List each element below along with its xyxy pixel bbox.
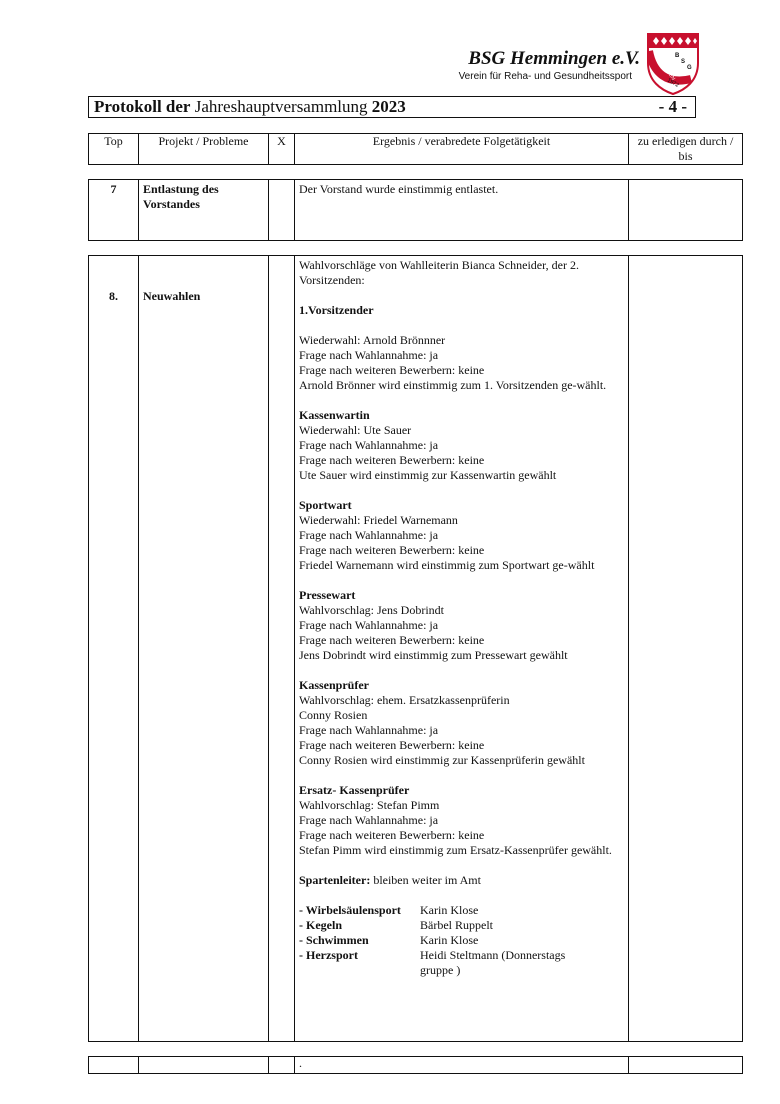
election-line: Wiederwahl: Ute Sauer (299, 423, 412, 437)
election-line: Frage nach Wahlannahme: ja (299, 348, 439, 362)
document-title-bar (88, 96, 696, 118)
col-result: Ergebnis / verabredete Folgetätigkeit (295, 134, 629, 165)
election-line: Stefan Pimm wird einstimmig zum Ersatz-Kassenprüfer gewählt. (299, 843, 612, 857)
election-line: Frage nach Wahlannahme: ja (299, 438, 439, 452)
svg-text:S: S (681, 59, 686, 65)
sparte-row: - Wirbelsäulensport Karin Klose (299, 903, 479, 917)
election-line: Frage nach weiteren Bewerbern: keine (299, 363, 485, 377)
item-7-topic: Entlastung des Vorstandes (139, 180, 269, 241)
document-title: Protokoll der Jahreshauptversammlung 2023 (94, 97, 406, 116)
election-line: Wahlvorschlag: Jens Dobrindt (299, 603, 445, 617)
election-line: Frage nach Wahlannahme: ja (299, 618, 439, 632)
section-title: Kassenwartin (299, 408, 370, 422)
club-logo (647, 33, 699, 95)
page-number: - 4 - (658, 97, 687, 116)
election-intro: Wahlvorschläge von Wahlleiterin Bianca Schneider, der 2. Vorsitzenden: (299, 258, 579, 287)
election-line: Frage nach weiteren Bewerbern: keine (299, 633, 485, 647)
election-line: Friedel Warnemann wird einstimmig zum Sportwart ge-wählt (299, 558, 595, 572)
election-line: Frage nach Wahlannahme: ja (299, 528, 439, 542)
election-line: Wahlvorschlag: ehem. Ersatzkassenprüferin (299, 693, 510, 707)
footer-row-result: . (295, 1057, 629, 1074)
empty-row-table (88, 1056, 743, 1074)
col-due: zu erledigen durch / bis (629, 134, 743, 165)
election-line: Arnold Brönner wird einstimmig zum 1. Vorsitzenden ge-wählt. (299, 378, 607, 392)
org-name: BSG Hemmingen e.V. (468, 48, 640, 69)
election-line: Frage nach weiteren Bewerbern: keine (299, 453, 485, 467)
election-line: Frage nach weiteren Bewerbern: keine (299, 828, 485, 842)
item-7-number: 7 (89, 180, 139, 241)
item-8-result (295, 256, 629, 1042)
item-7-table (88, 179, 743, 241)
section-title: 1.Vorsitzender (299, 303, 374, 317)
svg-text:HEMMINGEN: HEMMINGEN (653, 52, 677, 82)
sparte-row: - Kegeln Bärbel Ruppelt (299, 918, 493, 932)
election-line: Frage nach weiteren Bewerbern: keine (299, 738, 485, 752)
election-line: Ute Sauer wird einstimmig zur Kassenwartin gewählt (299, 468, 557, 482)
sparte-row: - Schwimmen Karin Klose (299, 933, 479, 947)
election-line: Conny Rosien (299, 708, 368, 722)
election-line: Frage nach Wahlannahme: ja (299, 813, 439, 827)
org-subtitle: Verein für Reha- und Gesundheitssport (458, 71, 632, 82)
section-title: Pressewart (299, 588, 356, 602)
election-line: Conny Rosien wird einstimmig zur Kassenprüferin gewählt (299, 753, 585, 767)
section-title: Ersatz- Kassenprüfer (299, 783, 410, 797)
col-x: X (269, 134, 295, 165)
svg-text:B: B (675, 53, 680, 59)
election-line: Wahlvorschlag: Stefan Pimm (299, 798, 440, 812)
election-line: Frage nach Wahlannahme: ja (299, 723, 439, 737)
election-line: Wiederwahl: Friedel Warnemann (299, 513, 458, 527)
sparten-heading: Spartenleiter: bleiben weiter im Amt (299, 873, 481, 887)
section-title: Kassenprüfer (299, 678, 369, 692)
svg-text:G: G (687, 65, 692, 71)
election-line: Jens Dobrindt wird einstimmig zum Pressewart gewählt (299, 648, 568, 662)
election-line: Wiederwahl: Arnold Brönnner (299, 333, 446, 347)
item-7-result: Der Vorstand wurde einstimmig entlastet. (295, 180, 629, 241)
item-8-topic: Neuwahlen (139, 256, 269, 1042)
sparte-row: - Herzsport Heidi Steltmann (Donnerstags gruppe ) (299, 948, 566, 977)
item-8-number: 8. (89, 256, 139, 1042)
election-line: Frage nach weiteren Bewerbern: keine (299, 543, 485, 557)
svg-text:1972: 1972 (666, 77, 680, 89)
item-8-table (88, 255, 743, 1042)
col-project: Projekt / Probleme (139, 134, 269, 165)
column-header-table (88, 133, 743, 165)
col-top: Top (89, 134, 139, 165)
section-title: Sportwart (299, 498, 352, 512)
